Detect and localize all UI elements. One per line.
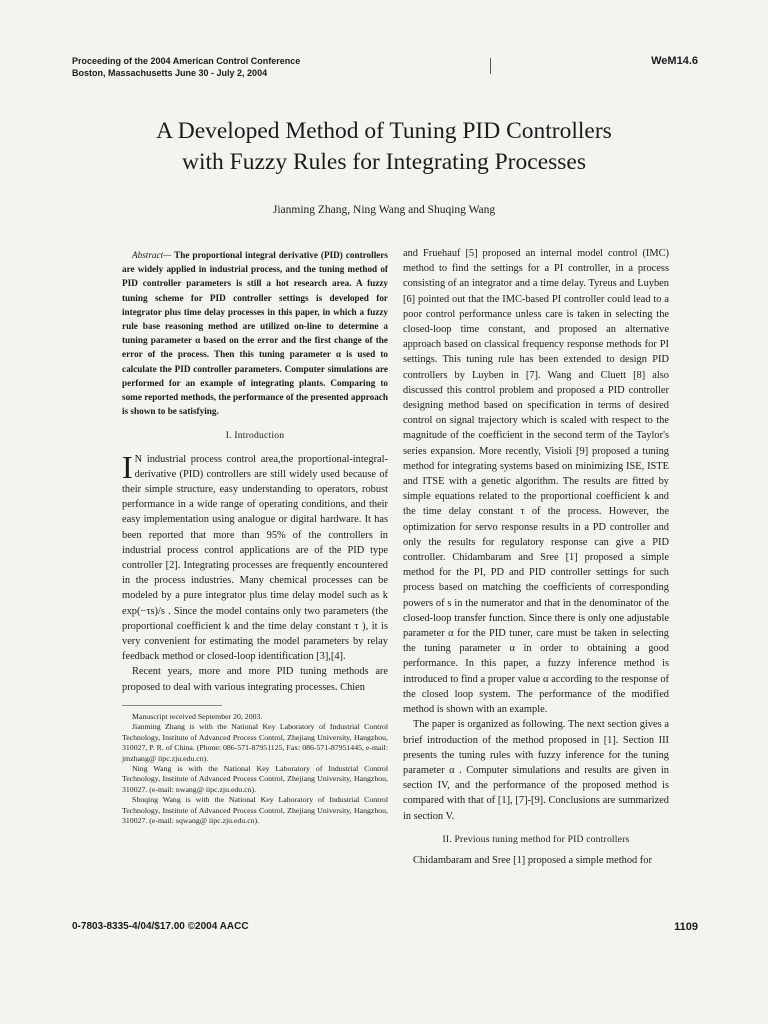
intro-paragraph-1-text: N industrial process control area,the proportional-integral-derivative (PID) controllers are still widely used because of their simple structure, easy understanding to operators, robust performance in a wide range of operating conditions, and their easy implementation using analogue or digital hardware. It has been reported that more than 95% of the controllers in industrial process control applications are of the PID type controller [2]. Integrating processes are frequently encountered in the process industries. Many chemical processes can be modeled by a pure integrator plus time delay model such as k exp(−τs)/s . Since the model contains only two parameters (the proportional coefficient k and the time delay constant τ ), it is very convenient for estimating the model parameters by relay feedback method or closed-loop identification [3],[4]. — [122, 453, 388, 663]
footnote-author-ning-wang: Ning Wang is with the National Key Laboratory of Industrial Control Technology, Institute of Advanced Process Control, Zhejiang University, Hangzhou, 310027. (e-mail: nwang@ iipc.zju.edu.cn). — [122, 763, 388, 794]
conference-info — [72, 56, 698, 79]
page-footer — [72, 921, 698, 932]
right-paragraph-1: and Fruehauf [5] proposed an internal model control (IMC) method to find the settings for a PI controller, in a process consisting of an integrator and a time delay. Tyreus and Luyben [6] pointed out that the IMC-based PI controller could lead to a poor control performance unless care is taken in selecting the closed-loop time constant, and proposed an alternative approach based on classical frequency response methods for PI settings. This tuning rule has been extended to design PID controllers by Luyben in [7]. Wang and Cluett [8] also discussed this control problem and proposed a PID controller designing method based on specification in terms of desired control on signal trajectory which is scaled with respect to the magnitude of the coefficient in the second term of the Taylor's series expansion. More recently, Visioli [9] proposed a tuning method for integrating systems based on minimizing ISE, ISTE and ITSE with a genetic algorithm. The results are fitted by simple equations related to the proportional coefficient k and the time delay constant τ of the process. However, the optimization for servo response results in a PD controller and only the results for regulatory response can give a PID controller. Chidambaram and Sree [1] proposed a simple method for the PI, PD and PID controller settings for such process based on matching the coefficients of corresponding powers of s in the numerator and that in the denominator of the closed-loop transfer function. Since there is only one adjustable parameter α for the PID tuner, care must be taken in selecting the tuning parameter α in order to obtaining a good performance. In this paper, a fuzzy inference method is introduced to find a proper value α according to the response of the closed loop system. The performance of the modified method is shown with an example. — [403, 248, 669, 716]
page-header — [72, 56, 698, 79]
copyright-notice: 0-7803-8335-4/04/$17.00 ©2004 AACC — [72, 921, 249, 932]
right-column — [403, 246, 669, 868]
paper-title — [60, 116, 708, 178]
right-paragraph-2: The paper is organized as following. The next section gives a brief introduction of the method proposed in [1]. Section III presents the tuning rules with fuzzy inference for the tuning parameter α . Computer simulations and results are given in section IV, and the performance of the proposed method is compared with that of [1], [7]-[9]. Conclusions are summarized in section V. — [403, 719, 669, 822]
title-line-1: A Developed Method of Tuning PID Controllers — [156, 118, 612, 144]
abstract-body: The proportional integral derivative (PID) controllers are widely applied in industrial process, and the tuning method of PID controller parameters is still a hot research area. A fuzzy tuning scheme for PID controller settings is developed for integrator plus time delay processes in this paper, in which a fuzzy rule base reasoning method are utilized on-line to determine a tuning parameter α based on the error and the first change of the error of the process. Then this tuning parameter α is used to calculate the PID controller parameters. Computer simulations are performed for an example of integrating plants. Comparing to some reported methods, the performance of the presented approach is shown to be satisfying. — [122, 250, 388, 417]
conference-name: Proceeding of the 2004 American Control Conference — [72, 56, 301, 66]
section-heading-previous-method: II. Previous tuning method for PID controllers — [442, 833, 630, 845]
header-divider — [490, 58, 491, 74]
title-line-2: with Fuzzy Rules for Integrating Processes — [182, 149, 586, 175]
footnote-received: Manuscript received September 20, 2003. — [132, 711, 263, 721]
footnote-author-shuqing-wang: Shuqing Wang is with the National Key Laboratory of Industrial Control Technology, Institute of Advanced Process Control, Zhejiang University, Hangzhou, 310027. (e-mail: sqwang@ iipc.zju.edu.cn). — [122, 795, 388, 825]
footnote-author-zhang: Jianming Zhang is with the National Key Laboratory of Industrial Control Technology, Institute of Advanced Process Control, Zhejiang University, Hangzhou, 310027, P. R. of China. (Phone: 086-571-87951125, Fax: 086-571-87951445, e-mail: jmzhang@ iipc.zju.edu.cn). — [122, 722, 388, 763]
session-code: WeM14.6 — [651, 55, 698, 67]
section-heading-introduction: I. Introduction — [225, 430, 285, 442]
footnote-rule — [122, 705, 222, 706]
abstract-lead: Abstract— — [132, 250, 172, 260]
conference-location: Boston, Massachusetts June 30 - July 2, 2004 — [72, 67, 268, 78]
author-list: Jianming Zhang, Ning Wang and Shuqing Wang — [272, 204, 496, 216]
left-column — [122, 248, 388, 826]
page-number: 1109 — [674, 921, 698, 933]
intro-paragraph-2: Recent years, more and more PID tuning methods are proposed to deal with various integrating processes. Chien — [122, 666, 388, 693]
abstract — [122, 248, 388, 418]
intro-paragraph-1 — [122, 448, 388, 665]
drop-cap: I — [122, 448, 133, 485]
right-paragraph-3: Chidambaram and Sree [1] proposed a simple method for — [413, 854, 652, 866]
